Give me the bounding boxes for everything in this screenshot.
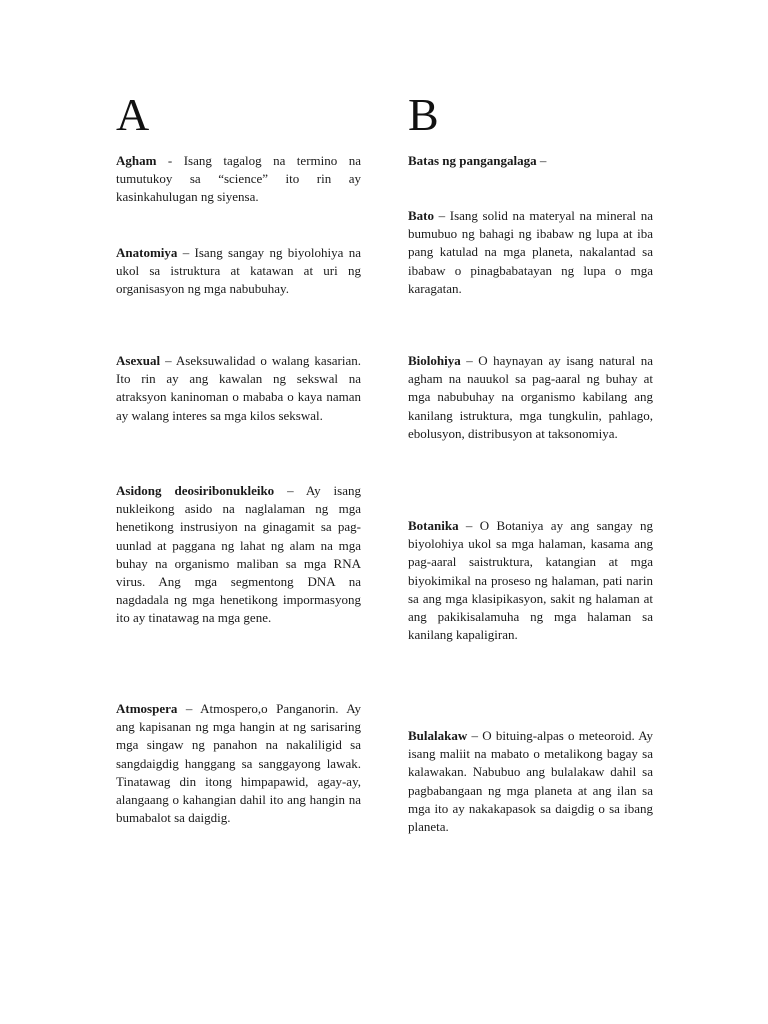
column-a-heading: A	[116, 89, 150, 140]
entry-separator: –	[467, 728, 483, 743]
entry-definition: Isang tagalog na termino na tumutukoy sa “science” ito rin ay kasinkahulugan ng siyensa.	[116, 153, 361, 205]
entry-term: Asexual	[116, 353, 161, 368]
entry-term: Agham	[116, 153, 157, 168]
entry-separator: –	[160, 353, 176, 368]
entry-separator: –	[177, 701, 201, 716]
entry-term: Biolohiya	[408, 353, 461, 368]
entry-separator: –	[177, 245, 195, 260]
column-b	[408, 89, 653, 835]
glossary-entry-asexual	[116, 352, 361, 425]
glossary-entry-botanika	[408, 517, 653, 644]
entry-separator: –	[434, 208, 450, 223]
glossary-entry-bato	[408, 207, 653, 298]
entry-definition: Aseksuwalidad o walang kasarian. Ito rin ay ang kawalan ng sekswal na atraksyon kaninoman o mababa o kaya naman ay walang interes sa mga kilos sekswal.	[116, 353, 361, 423]
entry-term: Asidong deosiribonukleiko	[116, 483, 275, 498]
entry-definition: Isang solid na materyal na mineral na bumubuo ng bahagi ng ibabaw ng lupa at iba pang katulad na mga planeta, nakalantad sa ibabaw o pinagbabatayan ng lupa o mga karagatan.	[408, 208, 653, 296]
entry-separator: –	[274, 483, 306, 498]
entry-separator: –	[458, 518, 480, 533]
glossary-entry-bulalakaw	[408, 727, 653, 836]
glossary-entry-batas-ng-pangangalaga	[408, 152, 653, 170]
glossary-entry-agham	[116, 152, 361, 207]
entry-term: Batas ng pangangalaga	[408, 153, 537, 168]
entry-term: Anatomiya	[116, 245, 178, 260]
glossary-entry-asidong-deosiribonukleiko	[116, 482, 361, 628]
entry-separator: –	[536, 153, 547, 168]
entry-definition: Ay isang nukleikong asido na naglalaman ng mga henetikong instrusiyon na ginagamit sa pag-uunlad at paggana ng lahat ng alam na mga buhay na organismo maliban sa mga RNA virus. Ang mga segmentong DNA na nagdadala ng mga henetikong impormasyong ito ay tinatawag na mga gene.	[116, 483, 362, 626]
entry-separator: -	[156, 153, 184, 168]
entry-term: Bulalakaw	[408, 728, 468, 743]
glossary-entry-biolohiya	[408, 352, 653, 443]
entry-separator: –	[460, 353, 479, 368]
column-b-heading: B	[408, 89, 439, 140]
entry-definition: O bituing-alpas o meteoroid. Ay isang maliit na mabato o metalikong bagay sa kalawakan. Nabubuo ang bulalakaw dahil sa pagbabangaan ng mga planeta at ang ilan sa mga ito ay nakakapasok sa daigdig o sa ibang planeta.	[408, 728, 653, 835]
entry-term: Atmospera	[116, 701, 178, 716]
entry-term: Botanika	[408, 518, 459, 533]
entry-definition: Atmospero,o Panganorin. Ay ang kapisanan ng mga hangin at ng sarisaring mga singaw ng panahon na nakaliligid sa sangdaigdig hanggang sa sanggayong lawak. Tinatawag din itong himpapawid, agay-ay, alangaang o kahangian dahil ito ang hangin na bumabalot sa daigdig.	[116, 701, 361, 826]
entry-term: Bato	[408, 208, 434, 223]
entry-definition: O haynayan ay isang natural na agham na nauukol sa pag-aaral ng buhay at mga nabubuhay na organismo kabilang ang kanilang istruktura, mga tungkulin, pahlago, ebolusyon, distribusyon at taksonomiya.	[408, 353, 653, 441]
column-a	[116, 89, 362, 826]
glossary-entry-atmospera	[116, 700, 361, 827]
glossary-entry-anatomiya	[116, 244, 361, 299]
entry-definition: O Botaniya ay ang sangay ng biyolohiya ukol sa mga halaman, kasama ang pag-aaral saistruktura, katangian at mga biyokimikal na proseso ng halaman, pati narin sa ang mga klasipikasyon, sakit ng halaman at ang pakikisalamuha ng mga halaman sa kanilang kapaligiran.	[408, 518, 653, 643]
entry-definition: Isang sangay ng biyolohiya na ukol sa istruktura at katawan at uri ng organisasyon ng mga nabubuhay.	[116, 245, 361, 297]
